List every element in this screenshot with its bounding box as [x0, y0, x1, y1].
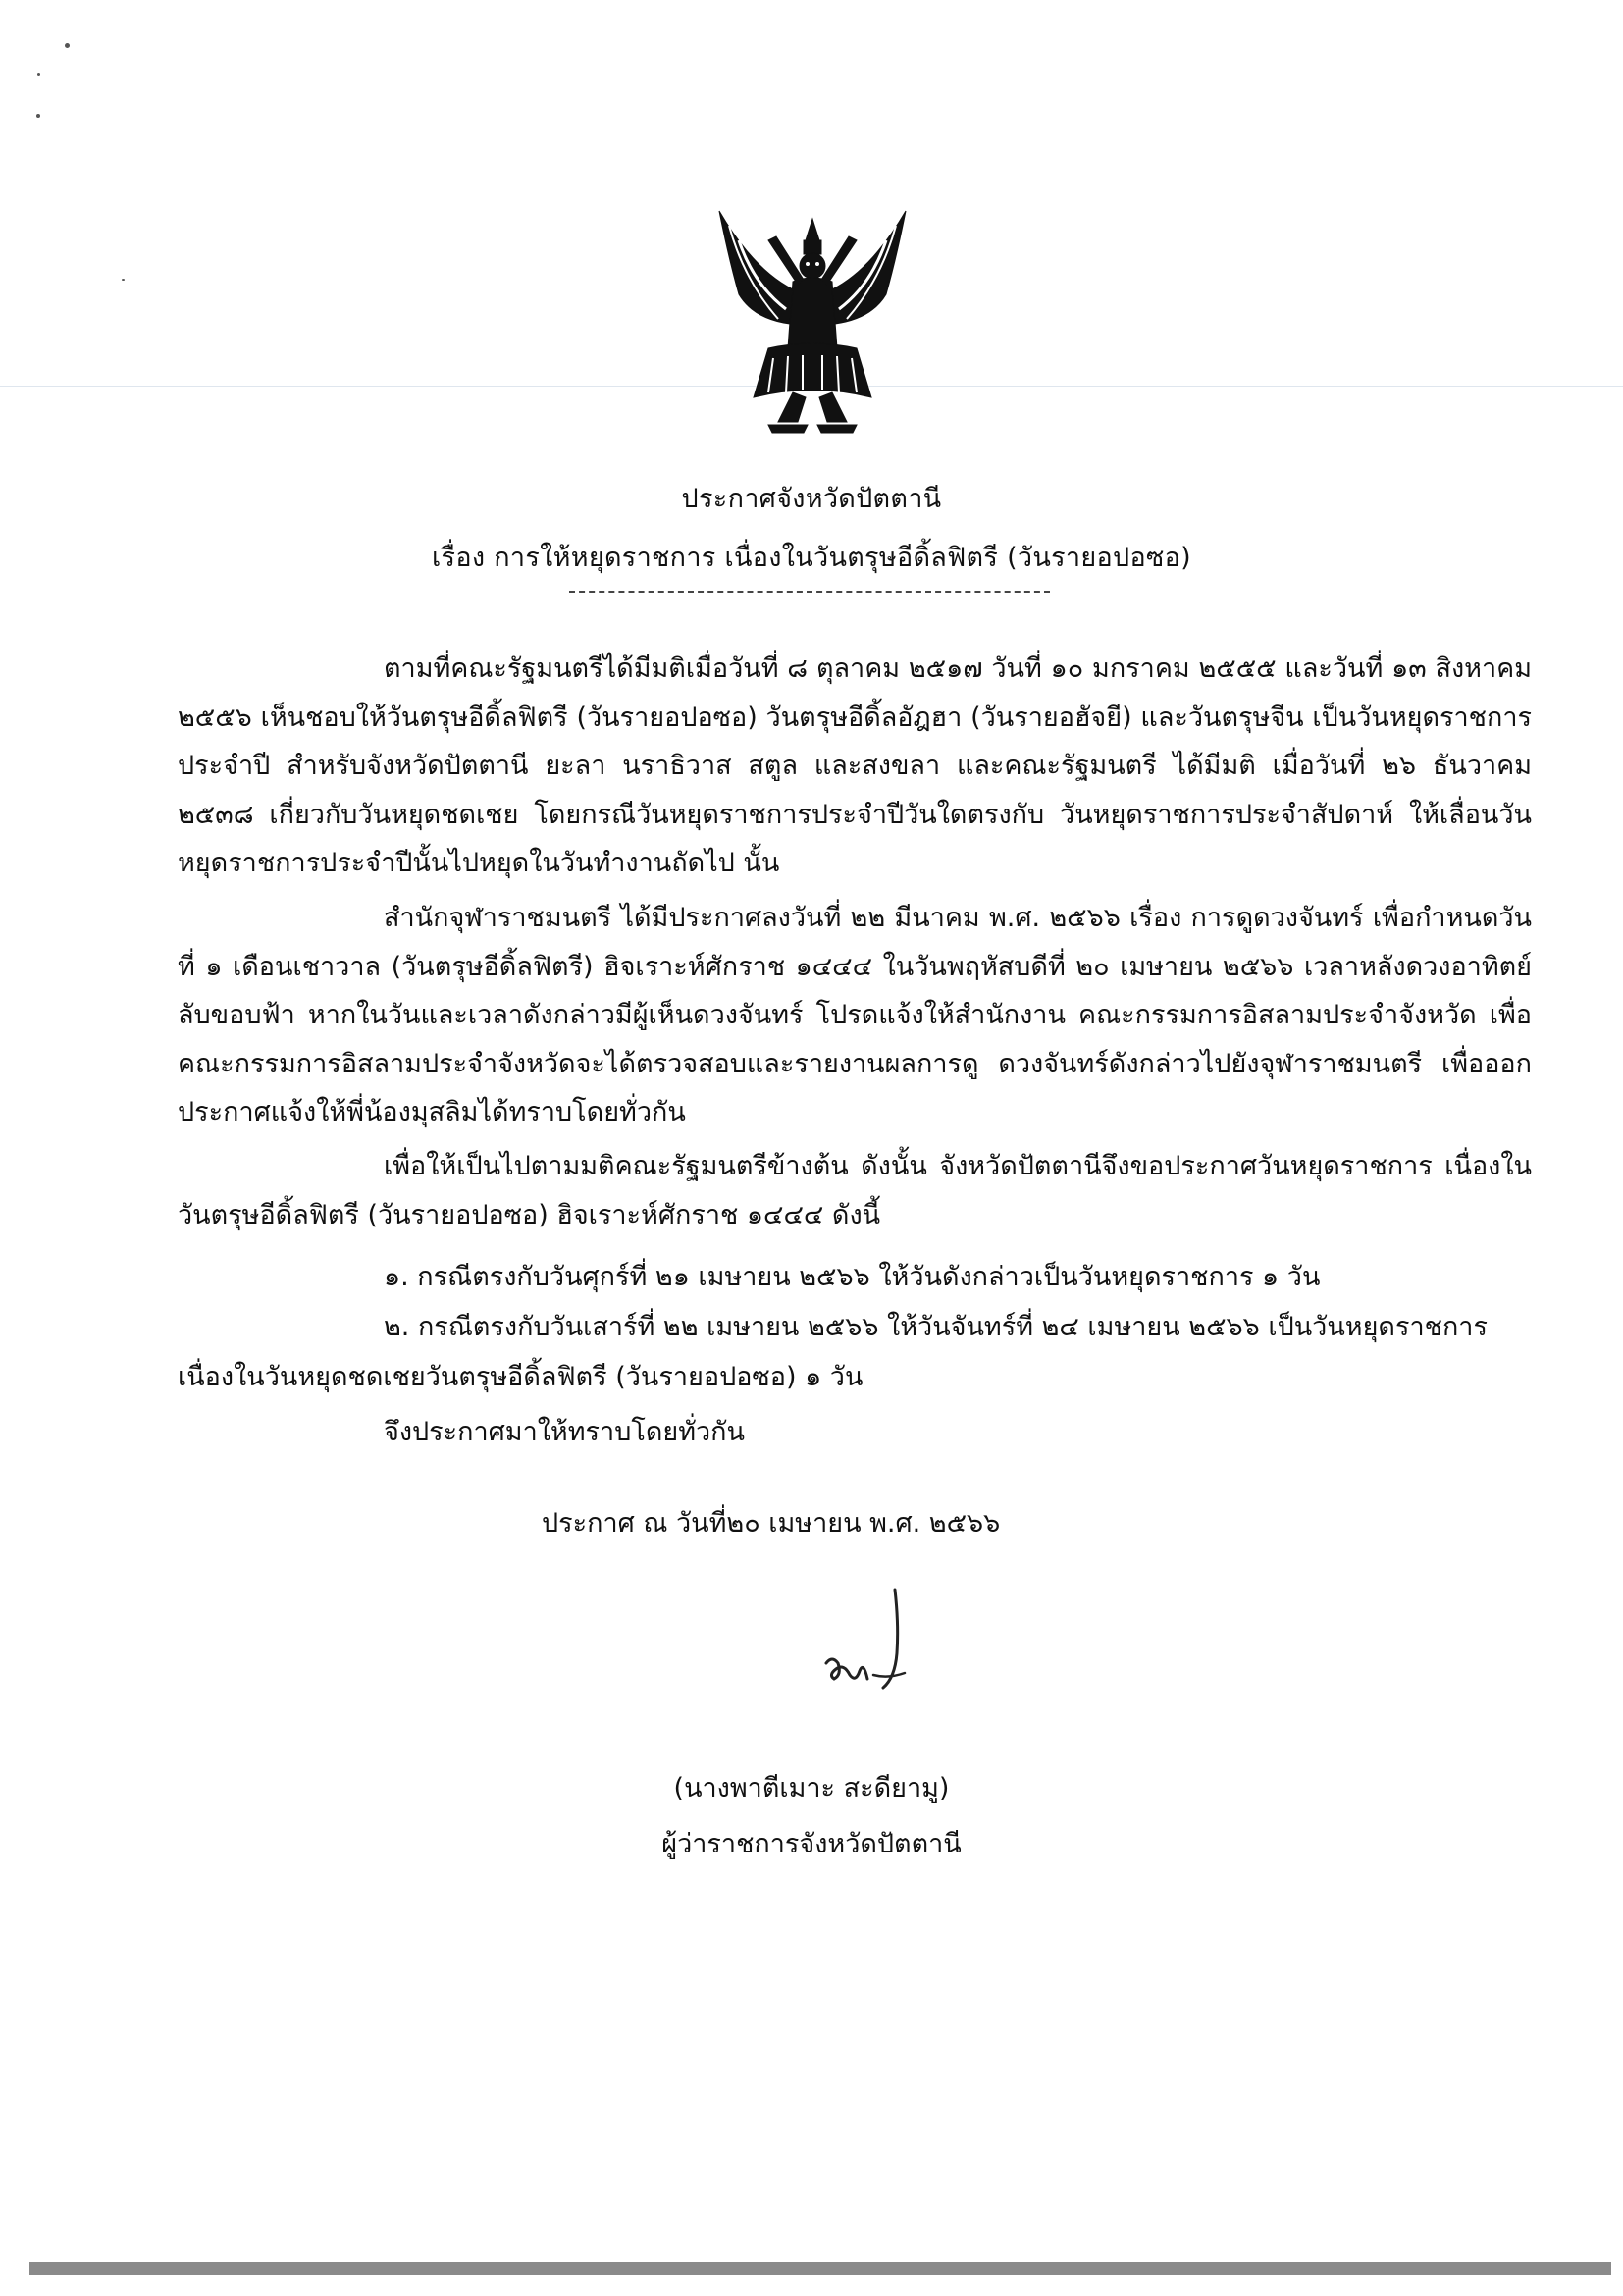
garuda-emblem-icon [700, 201, 925, 437]
scan-speck [65, 43, 70, 48]
paragraph-3-text: เพื่อให้เป็นไปตามมติคณะรัฐมนตรีข้างต้น ดังนั้น จังหวัดปัตตานีจึงขอประกาศวันหยุดราชการ เนื่องในวันตรุษอีดิ้ลฟิตรี (วันรายอปอซอ) ฮิจเราะห์ศักราช ๑๔๔๔ ดังนี้ [178, 1151, 1532, 1230]
dashed-divider [569, 591, 1050, 593]
announcement-date: ประกาศ ณ วันที่๒๐ เมษายน พ.ศ. ๒๕๖๖ [542, 1508, 1001, 1539]
holiday-item-2: ๒. กรณีตรงกับวันเสาร์ที่ ๒๒ เมษายน ๒๕๖๖ ให้วันจันทร์ที่ ๒๔ เมษายน ๒๕๖๖ เป็นวันหยุดราชการ [384, 1312, 1488, 1342]
signer-name: (นางพาตีเมาะ สะดียามู) [673, 1773, 950, 1803]
paragraph-1 [178, 645, 1532, 888]
announcement-subject: เรื่อง การให้หยุดราชการ เนื่องในวันตรุษอีดิ้ลฟิตรี (วันรายอปอซอ) [432, 543, 1191, 573]
closing-statement: จึงประกาศมาให้ทราบโดยทั่วกัน [384, 1417, 745, 1447]
holiday-item-2-continued: เนื่องในวันหยุดชดเชยวันตรุษอีดิ้ลฟิตรี (วันรายอปอซอ) ๑ วัน [178, 1362, 864, 1392]
paragraph-2-text: สำนักจุฬาราชมนตรี ได้มีประกาศลงวันที่ ๒๒ มีนาคม พ.ศ. ๒๕๖๖ เรื่อง การดูดวงจันทร์ เพื่อกำหนดวันที่ ๑ เดือนเชาวาล (วันตรุษอีดิ้ลฟิตรี) ฮิจเราะห์ศักราช ๑๔๔๔ ในวันพฤหัสบดีที่ ๒๐ เมษายน ๒๕๖๖ เวลาหลังดวงอาทิตย์ลับขอบฟ้า หากในวันและเวลาดังกล่าวมีผู้เห็นดวงจันทร์ โปรดแจ้งให้สำนักงาน คณะกรรมการอิสลามประจำจังหวัด เพื่อคณะกรรมการอิสลามประจำจังหวัดจะได้ตรวจสอบและรายงานผลการดู ดวงจันทร์ดังกล่าวไปยังจุฬาราชมนตรี เพื่อออกประกาศแจ้งให้พี่น้องมุสลิมได้ทราบโดยทั่วกัน [178, 903, 1532, 1127]
scan-speck [37, 73, 40, 76]
holiday-item-1: ๑. กรณีตรงกับวันศุกร์ที่ ๒๑ เมษายน ๒๕๖๖ ให้วันดังกล่าวเป็นวันหยุดราชการ ๑ วัน [384, 1262, 1321, 1292]
paragraph-3 [178, 1142, 1532, 1239]
scan-speck [36, 114, 40, 118]
scan-footer-bar [29, 2262, 1611, 2275]
paragraph-2 [178, 894, 1532, 1137]
paragraph-1-text: ตามที่คณะรัฐมนตรีได้มีมติเมื่อวันที่ ๘ ตุลาคม ๒๕๑๗ วันที่ ๑๐ มกราคม ๒๕๕๕ และวันที่ ๑๓ สิงหาคม ๒๕๕๖ เห็นชอบให้วันตรุษอีดิ้ลฟิตรี (วันรายอปอซอ) วันตรุษอีดิ้ลอัฎฮา (วันรายอฮัจยี) และวันตรุษจีน เป็นวันหยุดราชการประจำปี สำหรับจังหวัดปัตตานี ยะลา นราธิวาส สตูล และสงขลา และคณะรัฐมนตรี ได้มีมติ เมื่อวันที่ ๒๖ ธันวาคม ๒๕๓๘ เกี่ยวกับวันหยุดชดเชย โดยกรณีวันหยุดราชการประจำปีวันใดตรงกับ วันหยุดราชการประจำสัปดาห์ ให้เลื่อนวันหยุดราชการประจำปีนั้นไปหยุดในวันทำงานถัดไป นั้น [178, 653, 1532, 878]
signature-icon [814, 1585, 932, 1717]
scan-speck [122, 279, 125, 281]
signer-position: ผู้ว่าราชการจังหวัดปัตตานี [661, 1829, 962, 1859]
announcement-title: ประกาศจังหวัดปัตตานี [681, 484, 942, 514]
